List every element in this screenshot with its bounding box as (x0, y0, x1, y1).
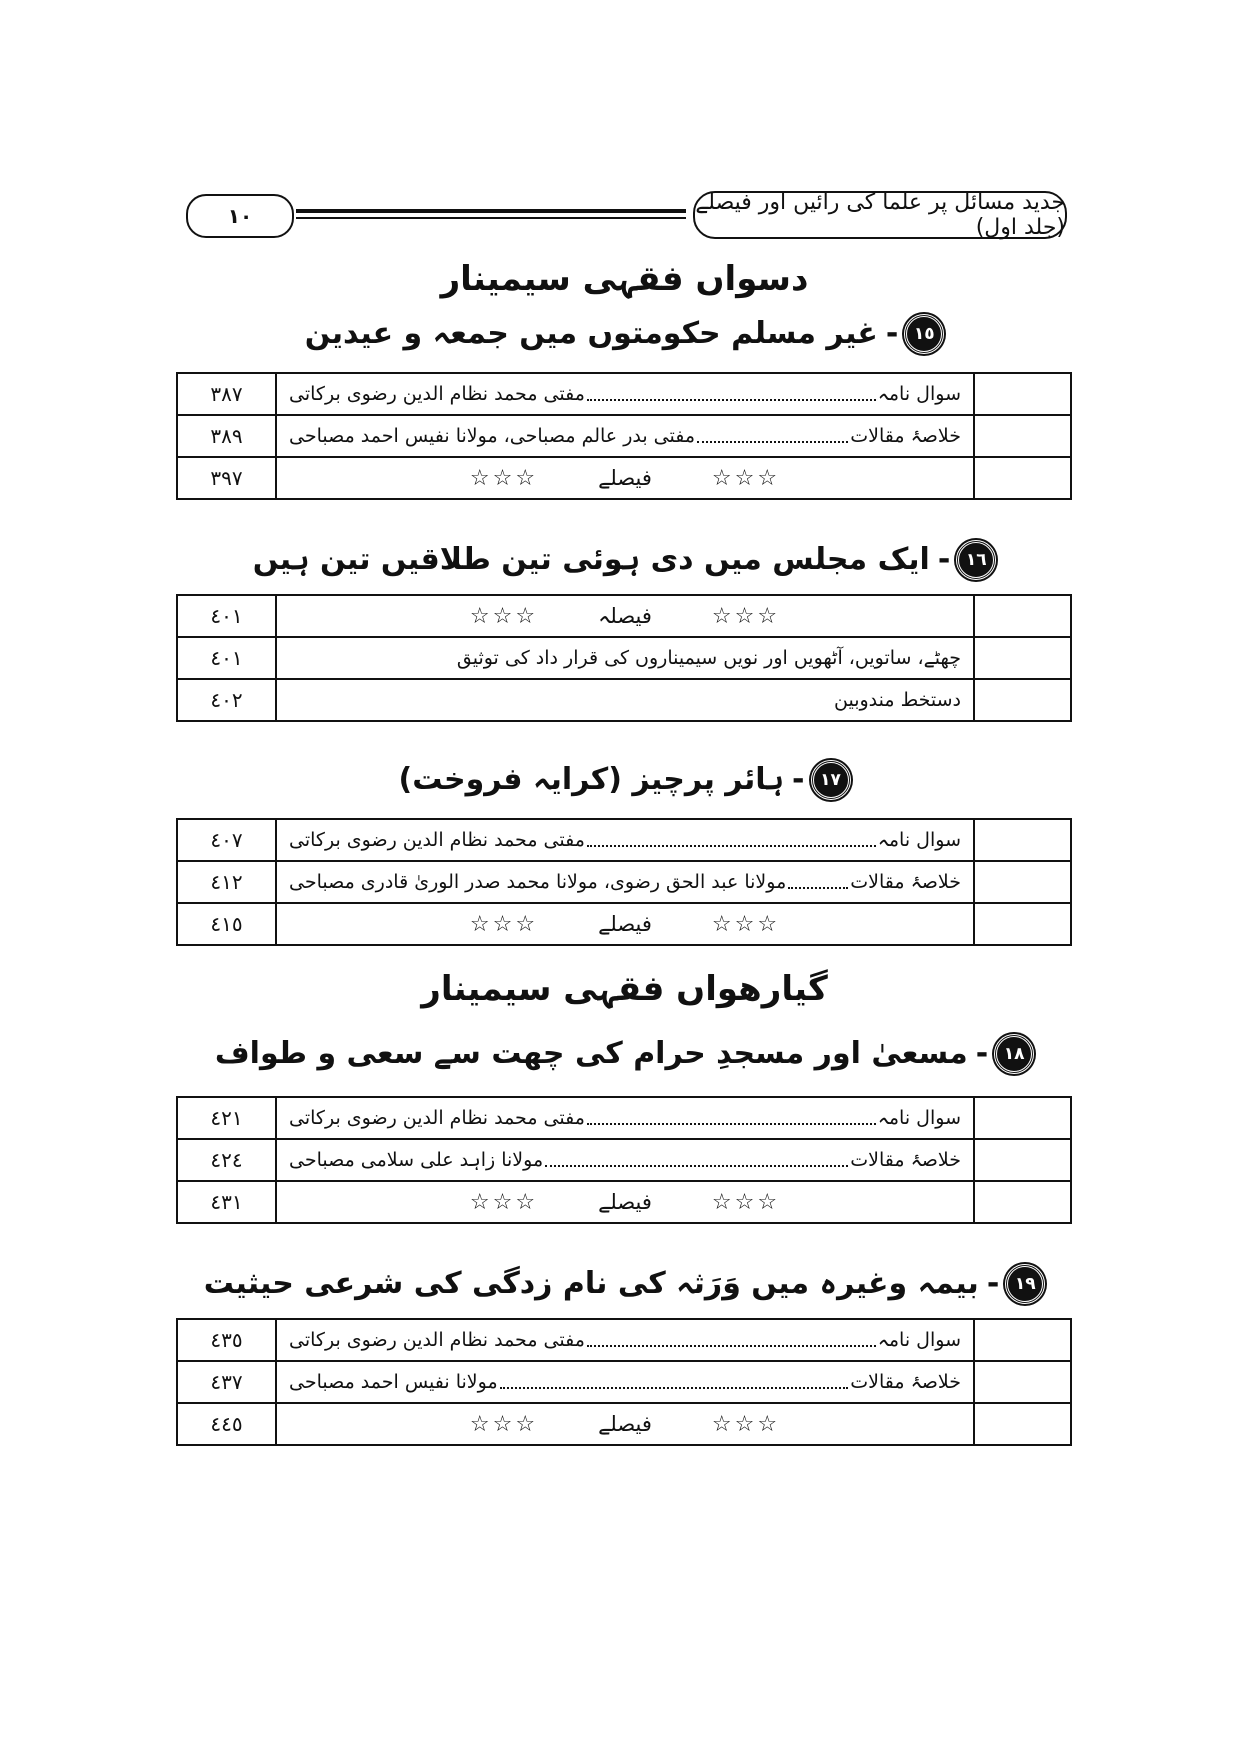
topic-number-badge: ١٧ (811, 760, 851, 800)
table-row (177, 1403, 1071, 1445)
topic-title: ہائر پرچیز (کرایہ فروخت) (398, 762, 785, 797)
entry-label: سوال نامہ (877, 383, 961, 405)
topic-number-badge: ١٨ (994, 1034, 1034, 1074)
decision-label: فیصلے (598, 466, 652, 490)
topic-heading-15: ١٥ - غیر مسلم حکومتوں میں جمعہ و عیدین (178, 314, 1071, 354)
table-row (177, 1181, 1071, 1223)
entry-author: مولانا نفیس احمد مصباحی (289, 1371, 498, 1393)
entry-text: چھٹے، ساتویں، آٹھویں اور نویں سیمیناروں کی قرار داد کی توثیق (276, 637, 974, 679)
page-ref: ٤٠١ (177, 595, 276, 637)
decision-label: فیصلہ (598, 604, 652, 628)
page-ref: ٣٨٩ (177, 415, 276, 457)
page-ref: ٣٩٧ (177, 457, 276, 499)
header-rule-top (296, 209, 686, 213)
topic-heading-17: ١٧ - ہائر پرچیز (کرایہ فروخت) (178, 760, 1071, 800)
star-ornament: ☆☆☆ (711, 911, 781, 937)
table-row (177, 1361, 1071, 1403)
table-row (177, 861, 1071, 903)
table-row (177, 1097, 1071, 1139)
entry-author: مولانا زاہد علی سلامی مصباحی (289, 1149, 544, 1171)
entry-label: خلاصۂ مقالات (850, 425, 961, 447)
topic-title: غیر مسلم حکومتوں میں جمعہ و عیدین (304, 316, 878, 351)
seminar-heading-10: دسواں فقہی سیمینار (440, 259, 809, 299)
page-ref: ٤٢٤ (177, 1139, 276, 1181)
table-row (177, 373, 1071, 415)
entry-author: مفتی محمد نظام الدین رضوی برکاتی (289, 1329, 585, 1351)
star-ornament: ☆☆☆ (711, 465, 781, 491)
star-ornament: ☆☆☆ (469, 1411, 539, 1437)
table-row (177, 819, 1071, 861)
table-row (177, 595, 1071, 637)
decision-label: فیصلے (598, 1412, 652, 1436)
toc-table-19 (176, 1318, 1072, 1446)
page-ref: ٤٣٧ (177, 1361, 276, 1403)
entry-label: خلاصۂ مقالات (850, 1149, 961, 1171)
table-row (177, 637, 1071, 679)
table-row (177, 1319, 1071, 1361)
entry-author: مفتی محمد نظام الدین رضوی برکاتی (289, 1107, 585, 1129)
running-header (178, 188, 1071, 242)
book-title: جدید مسائل پر علما کی رائیں اور فیصلے (جلد اول) (693, 191, 1067, 239)
topic-number-badge: ١٥ (904, 314, 944, 354)
entry-label: خلاصۂ مقالات (850, 871, 961, 893)
topic-heading-18: ١٨ - مسعیٰ اور مسجدِ حرام کی چھت سے سعی و طواف (178, 1034, 1071, 1074)
topic-title: بیمہ وغیرہ میں وَرَثہ کی نام زدگی کی شرعی حیثیت (203, 1266, 979, 1301)
entry-label: خلاصۂ مقالات (850, 1371, 961, 1393)
toc-table-18 (176, 1096, 1072, 1224)
star-ornament: ☆☆☆ (469, 911, 539, 937)
table-row (177, 679, 1071, 721)
page-ref: ٤١٢ (177, 861, 276, 903)
page-ref: ٣٨٧ (177, 373, 276, 415)
table-row (177, 457, 1071, 499)
star-ornament: ☆☆☆ (469, 465, 539, 491)
star-ornament: ☆☆☆ (469, 603, 539, 629)
toc-table-17 (176, 818, 1072, 946)
toc-table-15 (176, 372, 1072, 500)
entry-label: سوال نامہ (877, 1329, 961, 1351)
entry-author: مولانا عبد الحق رضوی، مولانا محمد صدر الوریٰ قادری مصباحی (289, 871, 787, 893)
entry-author: مفتی بدر عالم مصباحی، مولانا نفیس احمد مصباحی (289, 425, 696, 447)
topic-heading-16: ١٦ - ایک مجلس میں دی ہوئی تین طلاقیں تین ہیں (178, 540, 1071, 580)
table-row (177, 1139, 1071, 1181)
topic-number-badge: ١٦ (956, 540, 996, 580)
page-ref: ٤٣١ (177, 1181, 276, 1223)
topic-heading-19: ١٩ - بیمہ وغیرہ میں وَرَثہ کی نام زدگی کی شرعی حیثیت (178, 1264, 1071, 1304)
page-ref: ٤٠٧ (177, 819, 276, 861)
entry-label: سوال نامہ (877, 1107, 961, 1129)
star-ornament: ☆☆☆ (711, 603, 781, 629)
entry-text: دستخط مندوبین (276, 679, 974, 721)
table-row (177, 415, 1071, 457)
topic-number-badge: ١٩ (1005, 1264, 1045, 1304)
star-ornament: ☆☆☆ (469, 1189, 539, 1215)
entry-author: مفتی محمد نظام الدین رضوی برکاتی (289, 383, 585, 405)
star-ornament: ☆☆☆ (711, 1189, 781, 1215)
decision-label: فیصلے (598, 1190, 652, 1214)
topic-title: ایک مجلس میں دی ہوئی تین طلاقیں تین ہیں (252, 542, 930, 577)
page-ref: ٤١٥ (177, 903, 276, 945)
header-rule-bottom (296, 217, 686, 219)
page-ref: ٤٢١ (177, 1097, 276, 1139)
entry-label: سوال نامہ (877, 829, 961, 851)
topic-title: مسعیٰ اور مسجدِ حرام کی چھت سے سعی و طواف (214, 1036, 968, 1071)
decision-label: فیصلے (598, 912, 652, 936)
toc-table-16 (176, 594, 1072, 722)
star-ornament: ☆☆☆ (711, 1411, 781, 1437)
page-ref: ٤٠١ (177, 637, 276, 679)
page-ref: ٤٠٢ (177, 679, 276, 721)
table-row (177, 903, 1071, 945)
page-ref: ٤٣٥ (177, 1319, 276, 1361)
seminar-heading-11: گیارھواں فقہی سیمینار (421, 969, 828, 1009)
entry-author: مفتی محمد نظام الدین رضوی برکاتی (289, 829, 585, 851)
page-number: ١٠ (186, 194, 294, 238)
page-ref: ٤٤٥ (177, 1403, 276, 1445)
